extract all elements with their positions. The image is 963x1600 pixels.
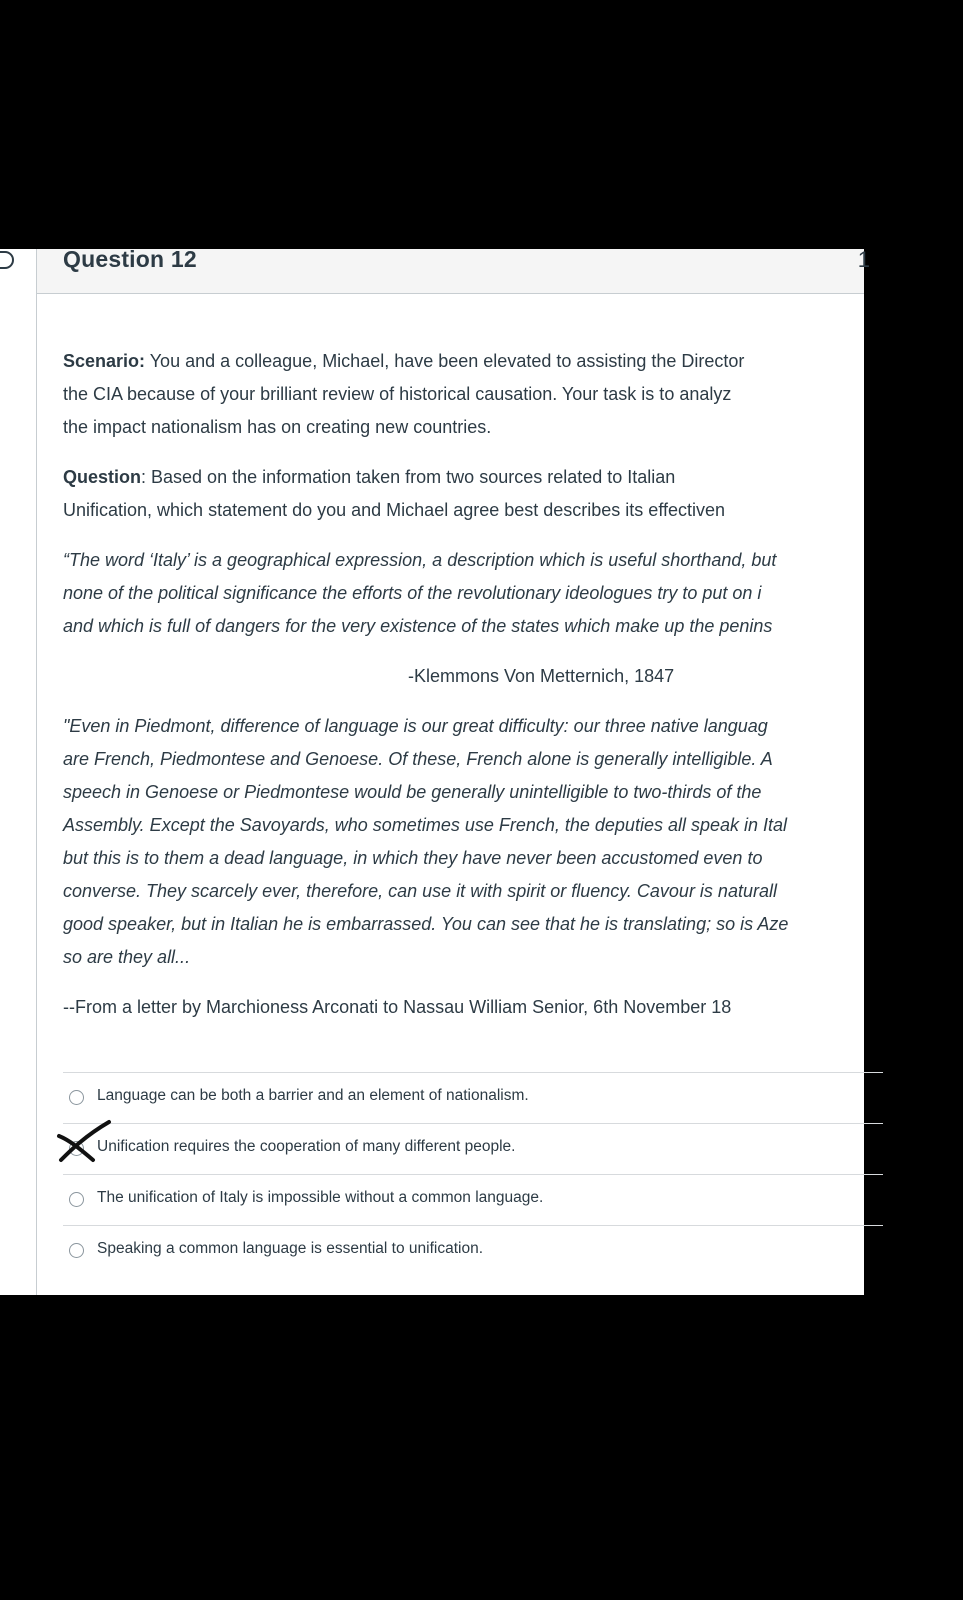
question-header (37, 246, 870, 294)
quote-line: and which is full of dangers for the very existence of the states which make up the penins (63, 616, 773, 636)
quote-line: "Even in Piedmont, difference of language is our great difficulty: our three native languag (63, 716, 768, 736)
quote-line: so are they all... (63, 947, 191, 967)
quote-line: are French, Piedmontese and Genoese. Of these, French alone is generally intelligible. A (63, 749, 773, 769)
scenario-line: You and a colleague, Michael, have been elevated to assisting the Director (145, 351, 745, 371)
quiz-screen (0, 246, 870, 1295)
answer-label: Speaking a common language is essential to unification. (97, 1240, 484, 1257)
answer-option[interactable] (63, 1225, 883, 1276)
arconati-quote (63, 710, 963, 974)
quote-line: converse. They scarcely ever, therefore, can use it with spirit or fluency. Cavour is naturall (63, 881, 777, 901)
quote-line: speech in Genoese or Piedmontese would be generally unintelligible to two-thirds of the (63, 782, 762, 802)
quote-line: none of the political significance the efforts of the revolutionary ideologues try to put on i (63, 583, 762, 603)
question-label: Question (63, 467, 142, 487)
metternich-quote (63, 544, 963, 643)
scenario-label: Scenario: (63, 351, 146, 371)
left-rail (0, 249, 37, 1295)
radio-button[interactable] (69, 1192, 84, 1207)
handwritten-x-mark-icon (55, 1120, 113, 1164)
quote-line: but this is to them a dead language, in which they have never been accustomed even to (63, 848, 763, 868)
answer-label: The unification of Italy is impossible without a common language. (97, 1189, 544, 1206)
answer-option[interactable] (63, 1123, 883, 1174)
answer-list (63, 1072, 883, 1276)
answer-option[interactable] (63, 1072, 883, 1123)
flag-question-icon[interactable] (0, 251, 14, 269)
radio-button[interactable] (69, 1243, 84, 1258)
question-title: Question 12 (63, 246, 197, 272)
answer-option[interactable] (63, 1174, 883, 1225)
answer-label: Language can be both a barrier and an element of nationalism. (97, 1087, 529, 1104)
question-paragraph (63, 461, 963, 527)
quote-line: good speaker, but in Italian he is embarrassed. You can see that he is translating; so is Aze (63, 914, 789, 934)
question-line: Unification, which statement do you and Michael agree best describes its effectiven (63, 500, 726, 520)
question-points: 1 (857, 247, 870, 272)
question-body (63, 345, 963, 1024)
scenario-line: the impact nationalism has on creating new countries. (63, 417, 492, 437)
arconati-attribution: --From a letter by Marchioness Arconati to Nassau William Senior, 6th November 18 (63, 997, 732, 1017)
radio-button[interactable] (69, 1090, 84, 1105)
answer-label: Unification requires the cooperation of many different people. (97, 1138, 516, 1155)
scenario-line: the CIA because of your brilliant review of historical causation. Your task is to analyz (63, 384, 732, 404)
quote-line: Assembly. Except the Savoyards, who sometimes use French, the deputies all speak in Ital (63, 815, 788, 835)
question-line: : Based on the information taken from two sources related to Italian (141, 467, 676, 487)
scenario-paragraph (63, 345, 963, 444)
quote-line: “The word ‘Italy’ is a geographical expression, a description which is useful shorthand, but (63, 550, 777, 570)
metternich-attribution: -Klemmons Von Metternich, 1847 (408, 666, 675, 686)
